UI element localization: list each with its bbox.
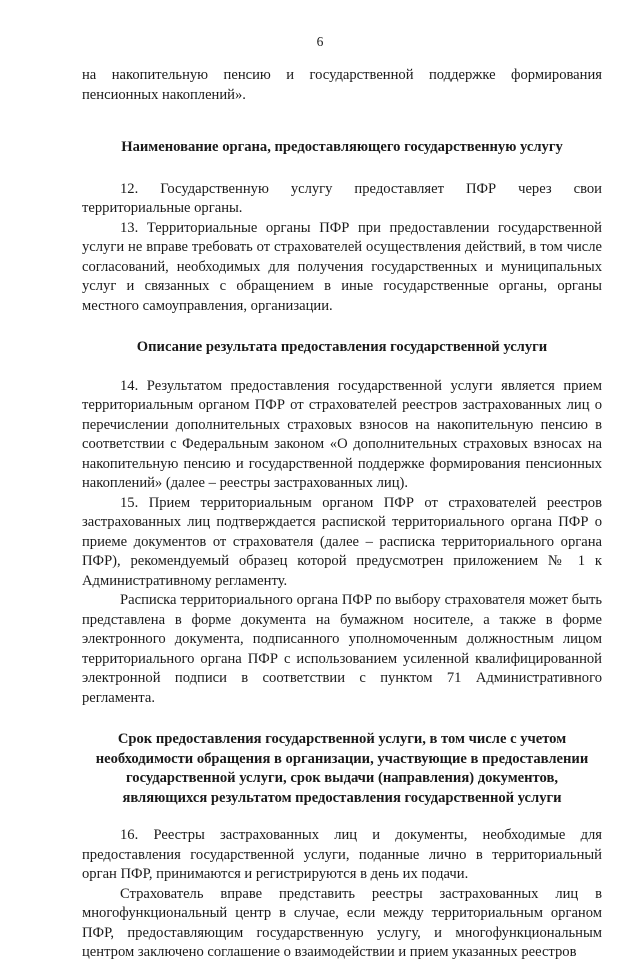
paragraph-continuation: на накопительную пенсию и государственной поддержке формирования пенсионных накоплений». [82,67,602,103]
paragraph-13: 13. Территориальные органы ПФР при предоставлении государственной услуги не вправе требовать от страхователей осуществления действий, в том числе согласований, необходимых для получения государственных и муниципальных услуг и связанных с обращением в иные государственные органы, органы местного самоуправления, организации. [82,219,602,314]
paragraph-receipt: Расписка территориального органа ПФР по выбору страхователя может быть представлена в форме документа на бумажном носителе, а также в форме электронного документа, подписанного уполномоченным должностным лицом территориального органа ПФР с использованием усиленной квалифицированной электронной подписи в соответствии с пунктом 71 Административного регламента. [82,592,602,706]
page-number: 6 [316,34,324,49]
paragraph-14: 14. Результатом предоставления государственной услуги является прием территориальным органом ПФР от страхователей реестров застрахованных лиц о перечислении дополнительных страховых взносов на накопительную пенсию в соответствии с Федеральным законом «О дополнительных страховых взносах на накопительную пенсию и государственной поддержке формирования пенсионных накоплений» (далее – реестры застрахованных лиц). [82,377,602,491]
paragraph-mfc: Страхователь вправе представить реестры застрахованных лиц в многофункциональный центр в случае, если между территориальным органом ПФР, предоставляющим государственную услугу, и многофункциональным центром заключено соглашение о взаимодействии и прием указанных реестров [82,885,602,960]
heading-service-result: Описание результата предоставления государственной услуги [136,339,548,355]
paragraph-12: 12. Государственную услугу предоставляет ПФР через свои территориальные органы. [82,180,602,216]
heading-service-term: Срок предоставления государственной услуги, в том числе с учетом необходимости обращения в организации, участвующие в предоставлении государственной услуги, срок выдачи (направления) документов, являющихся результатом предоставления государственной услуги [95,731,589,806]
paragraph-15: 15. Прием территориальным органом ПФР от страхователей реестров застрахованных лиц подтверждается распиской территориального органа ПФР о приеме документов от страхователя (далее – расписка территориального органа ПФР), рекомендуемый образец которой предусмотрен приложением № 1 к Административному регламенту. [82,494,602,589]
heading-service-provider: Наименование органа, предоставляющего государственную услугу [121,139,563,155]
paragraph-16: 16. Реестры застрахованных лиц и документы, необходимые для предоставления государственной услуги, поданные лично в территориальный орган ПФР, принимаются и регистрируются в день их подачи. [82,827,602,882]
document-body [82,66,602,963]
